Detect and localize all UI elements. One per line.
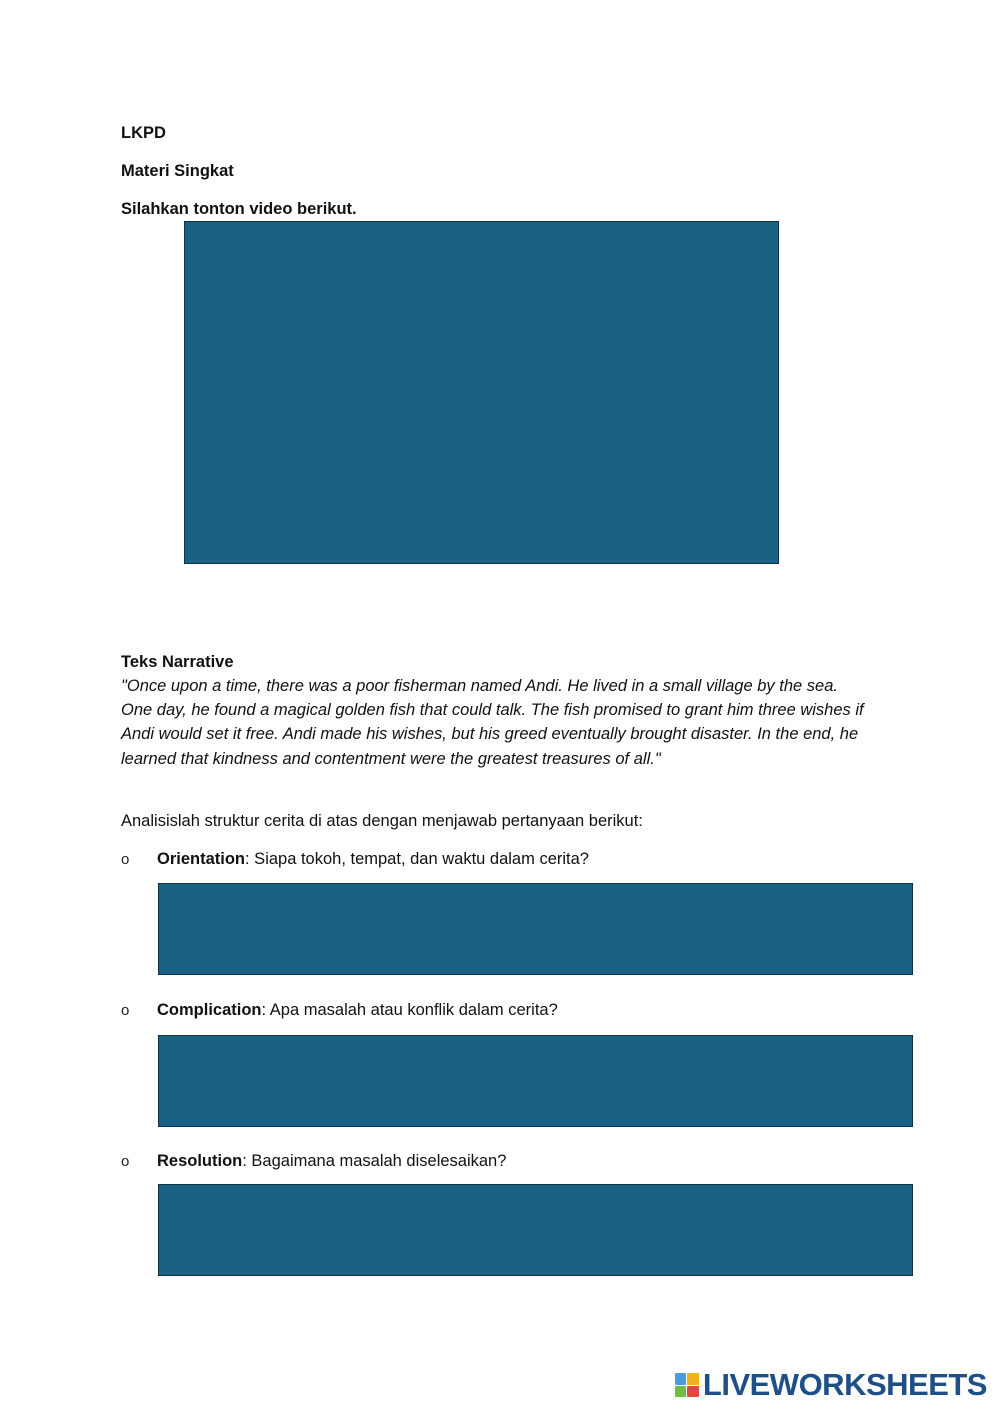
question-label: Complication: [157, 1001, 262, 1019]
page-subtitle: Materi Singkat: [121, 162, 234, 180]
question-label: Orientation: [157, 850, 246, 868]
logo-mark-icon: [675, 1373, 699, 1397]
page-title: LKPD: [121, 124, 166, 142]
question-text: : Siapa tokoh, tempat, dan waktu dalam cerita?: [245, 850, 589, 868]
video-instruction: Silahkan tonton video berikut.: [121, 200, 357, 218]
question-label: Resolution: [157, 1152, 243, 1170]
question-orientation: [157, 849, 589, 869]
question-text: : Apa masalah atau konflik dalam cerita?: [261, 1001, 558, 1019]
bullet-marker: o: [121, 1153, 130, 1170]
bullet-marker: o: [121, 1002, 130, 1019]
liveworksheets-logo: [675, 1367, 987, 1403]
answer-box-complication[interactable]: [158, 1035, 913, 1127]
bullet-marker: o: [121, 851, 130, 868]
question-resolution: [157, 1151, 506, 1171]
question-complication: [157, 1000, 558, 1020]
answer-box-resolution[interactable]: [158, 1184, 913, 1276]
task-prompt: Analisislah struktur cerita di atas dengan menjawab pertanyaan berikut:: [121, 812, 643, 830]
narrative-text: "Once upon a time, there was a poor fisherman named Andi. He lived in a small village by the sea. One day, he found a magical golden fish that could talk. The fish promised to grant him three wishes if Andi would set it free. Andi made his wishes, but his greed eventually brought disaster. In the end, he learned that kindness and contentment were the greatest treasures of all.": [121, 677, 864, 768]
answer-box-orientation[interactable]: [158, 883, 913, 975]
logo-text: LIVEWORKSHEETS: [702, 1367, 987, 1402]
narrative-heading: Teks Narrative: [121, 653, 234, 671]
video-player[interactable]: [184, 221, 779, 564]
question-text: : Bagaimana masalah diselesaikan?: [242, 1152, 507, 1170]
